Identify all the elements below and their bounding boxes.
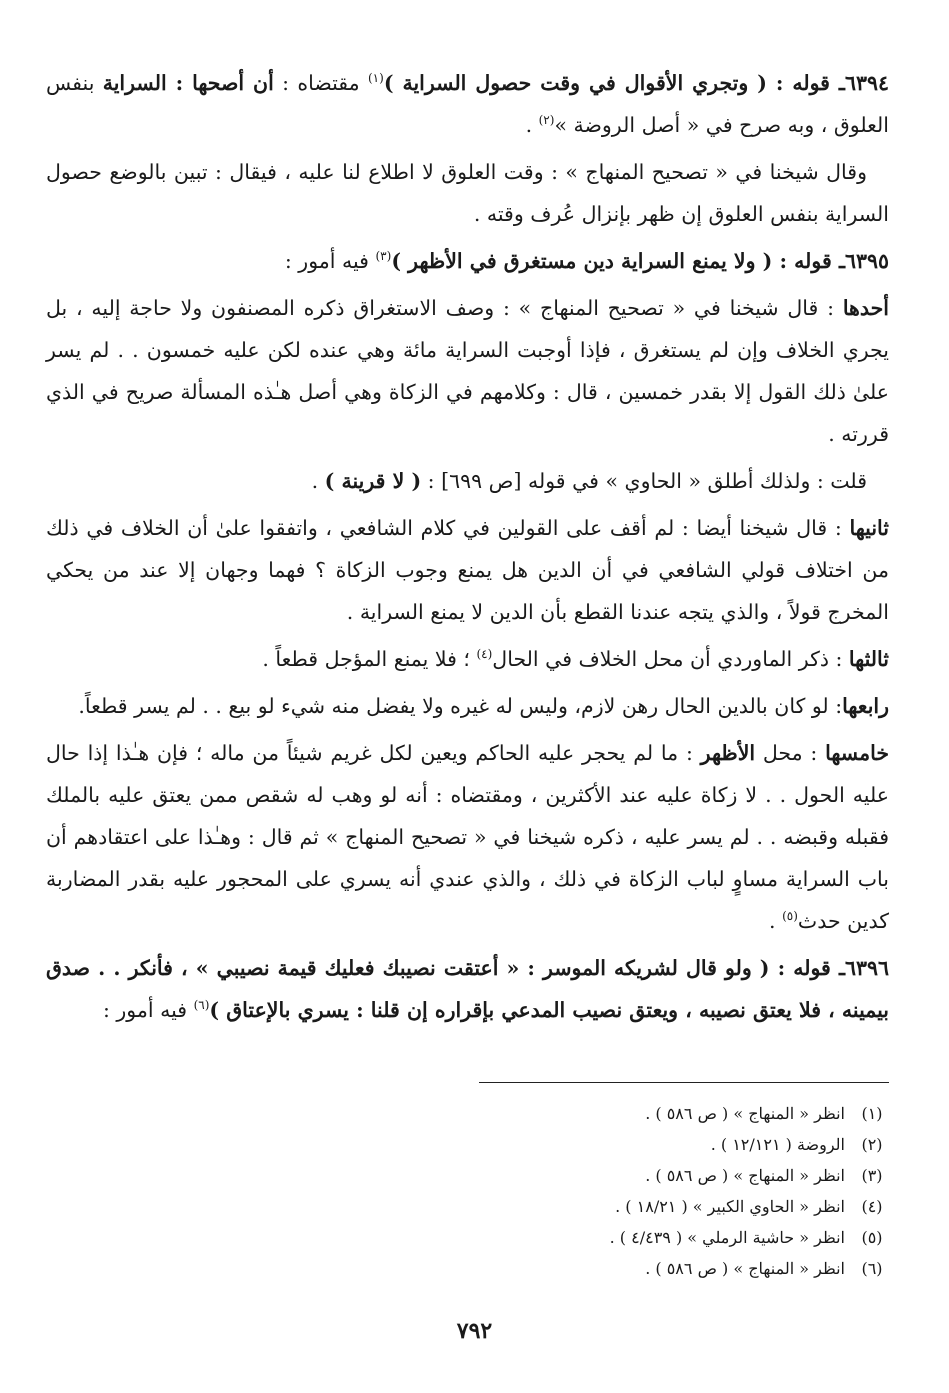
footnote-ref: (٥) [782, 909, 798, 924]
paragraph [46, 685, 889, 727]
footnote-ref: (٦) [193, 998, 210, 1013]
footnote [369, 1222, 889, 1253]
text: وقال شيخنا في « تصحيح المنهاج » : وقت العلوق لا اطلاع لنا عليه ، فيقال : تبين بالوضع حصول السراية بنفس العلوق إن ظهر بإنزال عُرف وقته . [46, 160, 889, 226]
text: قلت : ولذلك أطلق « الحاوي » في قوله [ص ٦٩٩] : [421, 469, 867, 493]
bold-text: الأظهر [700, 741, 756, 765]
paragraph [46, 507, 889, 633]
footnote-number: (٤) [861, 1197, 883, 1216]
footnote-ref: (١) [367, 71, 384, 86]
bold-text: أحدها [842, 296, 889, 320]
text: : لو كان بالدين الحال رهن لازم، وليس له غيره ولا يفضل منه شيء لو بيع . . لم يسر قطعاً. [78, 694, 843, 718]
paragraph [46, 638, 889, 680]
footnote-text: انظر « حاشية الرملي » ( ٤/٤٣٩ ) . [609, 1228, 845, 1247]
bold-text: ( لا قرينة ) [324, 469, 422, 493]
footnote-ref: (٢) [538, 113, 555, 128]
text: بنفس العلوق ، وبه صرح في « أصل الروضة » [46, 71, 889, 137]
footnote [369, 1253, 889, 1284]
text: . [311, 469, 325, 493]
bold-text: ٦٣٩٤ـ قوله : ( وتجري الأقوال في وقت حصول السراية ) [383, 71, 889, 95]
page-number: ٧٩٢ [456, 1318, 493, 1344]
footnote-text: انظر « المنهاج » ( ص ٥٨٦ ) . [645, 1259, 845, 1278]
text: : قال شيخنا في « تصحيح المنهاج » : وصف الاستغراق ذكره المصنفون ولا حاجة إليه ، بل يجري الخلاف وإن لم يستغرق ، فإذا أوجبت السراية مائة وهي عنده لكن عليه خمسون . . لم يسر علىٰ ذلك القول إلا بقدر خمسين ، قال : وكلامهم في الزكاة وهي أصل هـٰذه المسألة صريح في الذي قررته . [46, 296, 889, 446]
paragraph [46, 240, 889, 282]
paragraph [46, 287, 889, 455]
text: : قال شيخنا أيضا : لم أقف على القولين في كلام الشافعي ، واتفقوا علىٰ أن الخلاف في ذلك من اختلاف قولي الشافعي في أن الدين هل يمنع وجوب الزكاة ؟ فهما وجهان إلا عند من يحكي المخرج قولاً ، والذي يتجه عندنا القطع بأن الدين لا يمنع السراية . [46, 516, 889, 624]
footnote-number: (٣) [861, 1166, 883, 1185]
footnote-ref: (٣) [375, 249, 392, 264]
footnote-number: (٥) [861, 1228, 883, 1247]
paragraph [46, 947, 889, 1031]
bold-text: رابعها [842, 694, 889, 718]
footnote-separator [479, 1082, 889, 1083]
text: ؛ فلا يمنع المؤجل قطعاً . [262, 647, 477, 671]
text: فيه أمور : [284, 249, 376, 273]
footnotes [369, 1098, 889, 1284]
footnote-text: انظر « المنهاج » ( ص ٥٨٦ ) . [645, 1166, 845, 1185]
text: : ما لم يحجر عليه الحاكم ويعين لكل غريم شيئاً من ماله ؛ فإن هـٰذا إذا حال عليه الحول . . لا زكاة عليه عند الأكثرين ، ومقتضاه : أنه لو وهب له شقص ممن يعتق عليه بالملك فقبله وقبضه . . لم يسر عليه ، ذكره شيخنا في « تصحيح المنهاج » ثم قال : وهـٰذا على اعتقادهم أن باب السراية مساوٍ لباب الزكاة في ذلك ، والذي عندي أنه يسري على المحجور عليه بقدر المضاربة كدين حدث [46, 741, 889, 933]
footnote-number: (٢) [861, 1135, 883, 1154]
text: . [525, 113, 539, 137]
main-text [46, 62, 889, 1031]
footnote [369, 1191, 889, 1222]
footnote-text: انظر « المنهاج » ( ص ٥٨٦ ) . [645, 1104, 845, 1123]
footnote-number: (١) [861, 1104, 883, 1123]
bold-text: ثانيها [849, 516, 889, 540]
footnote-ref: (٤) [476, 647, 493, 662]
footnote [369, 1129, 889, 1160]
paragraph [46, 460, 889, 502]
bold-text: ثالثها [848, 647, 889, 671]
paragraph [46, 732, 889, 942]
footnote-text: الروضة ( ١٢/١٢١ ) . [710, 1135, 845, 1154]
footnote [369, 1160, 889, 1191]
bold-text: ٦٣٩٥ـ قوله : ( ولا يمنع السراية دين مستغرق في الأظهر ) [391, 249, 889, 273]
paragraph [46, 62, 889, 146]
footnote-number: (٦) [861, 1259, 883, 1278]
bold-text: خامسها [825, 741, 889, 765]
text: . [769, 909, 783, 933]
paragraph [46, 151, 889, 235]
footnote-text: انظر « الحاوي الكبير » ( ١٨/٢١ ) . [615, 1197, 845, 1216]
bold-text: ٦٣٩٦ـ قوله : ( ولو قال لشريكه الموسر : « أعتقت نصيبك فعليك قيمة نصيبي » ، فأنكر . . صدق بيمينه ، فلا يعتق نصيبه ، ويعتق نصيب المدعي بإقراره إن قلنا : يسري بالإعتاق ) [46, 956, 889, 1022]
text: فيه أمور : [102, 998, 194, 1022]
text: : ذكر الماوردي أن محل الخلاف في الحال [492, 647, 849, 671]
bold-text: أن أصحها : السراية [102, 71, 274, 95]
page-body [46, 62, 889, 1036]
text: مقتضاه : [273, 71, 368, 95]
footnote [369, 1098, 889, 1129]
text: : محل [755, 741, 826, 765]
